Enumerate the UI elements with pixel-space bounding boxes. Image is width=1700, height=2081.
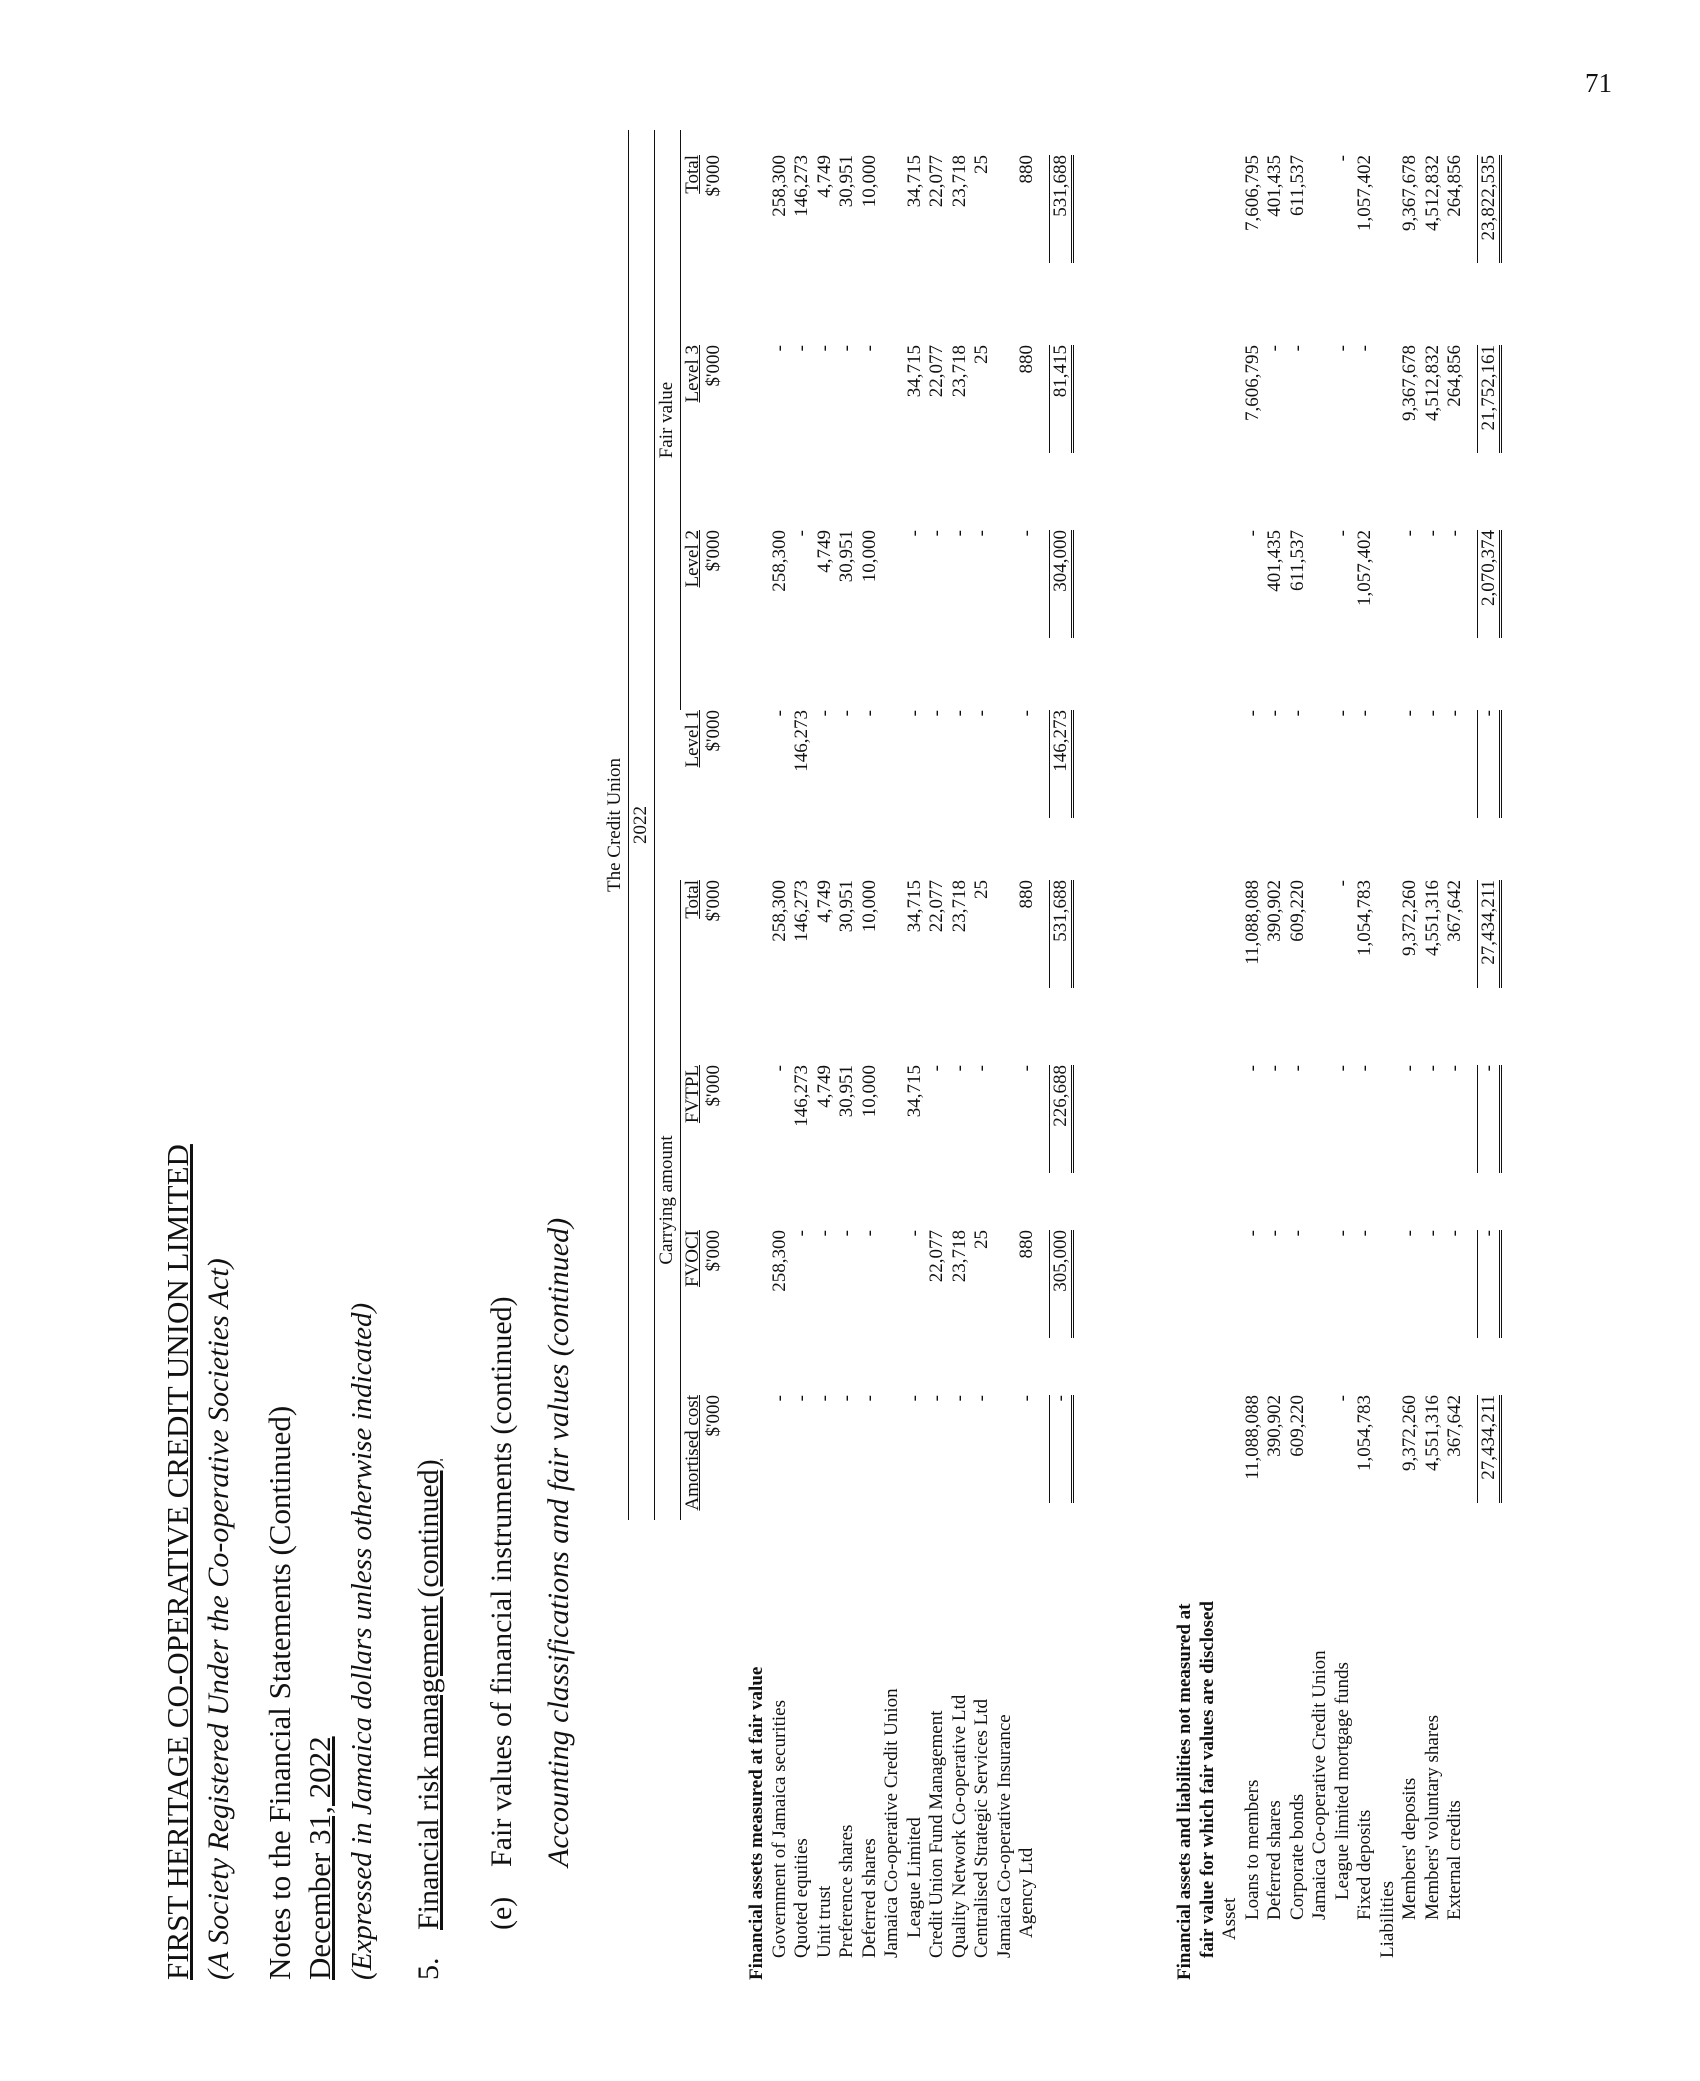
fair-value-rule (680, 130, 681, 710)
row-label: Fixed deposits (1354, 1809, 1375, 1920)
table-cell: - (971, 1065, 992, 1072)
table-cell: 4,749 (813, 530, 835, 573)
table-cell: 11,088,088 (1241, 1395, 1263, 1480)
column-header-unit: $'000 (703, 530, 724, 572)
table-cell: 30,951 (836, 880, 857, 933)
table-cell: 7,606,795 (1241, 155, 1263, 231)
table-year-heading: 2022 (630, 806, 651, 844)
row-label: Jamaica Co-operative Credit Union (881, 1688, 902, 1958)
table-cell: - (1016, 1065, 1037, 1072)
section-title: Financial risk management (continued) (412, 1459, 445, 1930)
table-cell: - (971, 1395, 992, 1402)
row-label: Deferred shares (1264, 1800, 1285, 1920)
row-label: Centralised Strategic Services Ltd (971, 1698, 992, 1958)
table-cell: - (791, 345, 812, 352)
organization-subtitle: (A Society Registered Under the Co-operative Societies Act) (202, 1258, 235, 1980)
row-label: Loans to members (1241, 1779, 1263, 1920)
table-cell: 258,300 (768, 1230, 790, 1292)
table-cell: - (903, 1395, 925, 1402)
row-label: Government of Jamaica securities (768, 1700, 790, 1958)
table-cell: - (926, 710, 947, 717)
column-header-name: Level 2 (682, 530, 703, 588)
column-header-unit: $'000 (703, 710, 724, 752)
fair-value-group: Fair value (656, 381, 677, 459)
table-cell: - (1421, 1230, 1443, 1237)
table-cell: 390,902 (1264, 880, 1285, 942)
notes-title: Notes to the Financial Statements (Continued) (262, 1405, 297, 1980)
table-cell: - (971, 710, 992, 717)
table-cell: 23,718 (948, 155, 970, 208)
table-cell: 9,372,260 (1399, 1395, 1420, 1471)
table-cell: - (1331, 1230, 1353, 1237)
table-cell: 264,856 (1444, 345, 1465, 407)
table-cell: - (1444, 710, 1465, 717)
total-cell: 81,415 (1049, 345, 1074, 453)
column-header-unit: $'000 (703, 1395, 724, 1437)
table-cell: - (948, 710, 970, 717)
carrying-amount-group: Carrying amount (656, 1135, 677, 1265)
table-cell: - (1331, 345, 1353, 352)
table-cell: - (836, 1230, 857, 1237)
table-cell: 4,749 (813, 155, 835, 198)
table-cell: 258,300 (768, 155, 790, 217)
table-cell: 880 (1016, 1230, 1037, 1259)
table-cell: - (1264, 345, 1285, 352)
row-label: Preference shares (836, 1824, 857, 1958)
table-entity-heading: The Credit Union (604, 757, 625, 893)
table-cell: 23,718 (948, 880, 970, 933)
table-cell: 4,551,316 (1421, 1395, 1443, 1471)
total-cell: 304,000 (1049, 530, 1074, 638)
row-label: Jamaica Co-operative Credit Union (1309, 1650, 1330, 1920)
table-cell: 264,856 (1444, 155, 1465, 217)
table-cell: - (1399, 710, 1420, 717)
table-cell: 1,054,783 (1354, 880, 1375, 956)
table-cell: 609,220 (1286, 880, 1308, 942)
table-cell: 611,537 (1286, 530, 1308, 592)
table-cell: - (858, 1230, 880, 1237)
table-cell: 34,715 (903, 1065, 925, 1118)
table-cell: - (1399, 1065, 1420, 1072)
table-cell: - (903, 530, 925, 537)
table-cell: 880 (1016, 155, 1037, 184)
table-cell: - (813, 1395, 835, 1402)
table-cell: - (926, 530, 947, 537)
table-cell: - (1421, 710, 1443, 717)
table-cell: 23,718 (948, 345, 970, 398)
column-header (682, 880, 724, 1000)
table-cell: - (1421, 530, 1443, 537)
total-cell: 2,070,374 (1477, 530, 1502, 638)
table-cell: - (926, 1395, 947, 1402)
row-label: External credits (1444, 1800, 1465, 1920)
table-cell: 390,902 (1264, 1395, 1285, 1457)
table-cell: - (1421, 1065, 1443, 1072)
table-cell: 258,300 (768, 530, 790, 592)
table-cell: 146,273 (791, 710, 812, 772)
table-cell: 880 (1016, 345, 1037, 374)
column-header-name: Amortised cost (682, 1395, 703, 1511)
row-label: Agency Ltd (1016, 1847, 1037, 1938)
row-label: Members' voluntary shares (1421, 1715, 1443, 1920)
organization-name: FIRST HERITAGE CO-OPERATIVE CREDIT UNION LIMITED (160, 1144, 195, 1980)
table-cell: 146,273 (791, 155, 812, 217)
table-cell: - (768, 1065, 790, 1072)
column-header-unit: $'000 (703, 1065, 724, 1107)
page-number: 71 (1585, 68, 1612, 98)
table-cell: - (1241, 1230, 1263, 1237)
table-cell: 146,273 (791, 880, 812, 942)
table-cell: - (926, 1065, 947, 1072)
row-label: Deferred shares (858, 1838, 880, 1958)
column-header-name: FVTPL (682, 1065, 703, 1124)
table-cell: 1,057,402 (1354, 155, 1375, 231)
table-cell: - (1399, 1230, 1420, 1237)
table-cell: 22,077 (926, 345, 947, 398)
table-cell: - (1286, 1065, 1308, 1072)
table-cell: 401,435 (1264, 530, 1285, 592)
table-cell: 30,951 (836, 1065, 857, 1118)
table-cell: - (1331, 1065, 1353, 1072)
row-label: Members' deposits (1399, 1777, 1420, 1920)
section-heading-disclosed-line2: fair value for which fair values are disclosed (1196, 1601, 1218, 1958)
row-label: League limited mortgage funds (1331, 1662, 1353, 1900)
table-cell: 34,715 (903, 345, 925, 398)
table-cell: 611,537 (1286, 155, 1308, 217)
column-header-name: Level 1 (682, 710, 703, 768)
table-cell: - (1354, 1230, 1375, 1237)
total-cell: - (1477, 1065, 1502, 1173)
row-label: Credit Union Fund Management (926, 1710, 947, 1958)
column-header (682, 345, 724, 475)
subsection-title: Fair values of financial instruments (continued) (485, 1296, 518, 1867)
table-cell: - (791, 530, 812, 537)
table-cell: - (1241, 530, 1263, 537)
total-cell: 226,688 (1049, 1065, 1074, 1173)
column-header (682, 155, 724, 285)
total-cell: 531,688 (1049, 155, 1074, 263)
table-cell: 1,054,783 (1354, 1395, 1375, 1471)
table-cell: 4,749 (813, 1065, 835, 1108)
section-heading-disclosed-line1: Financial assets and liabilities not measured at (1174, 1603, 1195, 1980)
table-cell: 22,077 (926, 880, 947, 933)
total-cell: 23,822,535 (1477, 155, 1502, 263)
table-cell: - (948, 1065, 970, 1072)
total-cell: 531,688 (1049, 880, 1074, 988)
column-header (682, 710, 724, 830)
table-cell: 34,715 (903, 880, 925, 933)
table-cell: - (1264, 1230, 1285, 1237)
table-cell: 146,273 (791, 1065, 812, 1127)
row-group-label: Asset (1219, 1897, 1240, 1940)
total-cell: - (1049, 1395, 1074, 1503)
statement-date: December 31, 2022 (302, 1736, 337, 1980)
table-cell: 367,642 (1444, 1395, 1465, 1457)
column-header (682, 1230, 724, 1350)
table-cell: 25 (971, 880, 992, 899)
table-cell: 25 (971, 345, 992, 364)
table-cell: - (1399, 530, 1420, 537)
table-cell: - (768, 710, 790, 717)
rotated-page-content (160, 120, 1540, 1980)
table-cell: - (1354, 710, 1375, 717)
subsection-number: (e) (485, 1896, 518, 1930)
table-cell: 1,057,402 (1354, 530, 1375, 606)
table-cell: - (791, 1395, 812, 1402)
table-cell: 7,606,795 (1241, 345, 1263, 421)
table-cell: 9,367,678 (1399, 155, 1420, 231)
table-cell: - (903, 1230, 925, 1237)
table-cell: 4,551,316 (1421, 880, 1443, 956)
table-cell: 34,715 (903, 155, 925, 208)
column-header-unit: $'000 (703, 880, 724, 922)
row-group-label: Liabilities (1376, 1880, 1398, 1958)
table-cell: - (1331, 155, 1353, 162)
table-cell: 30,951 (836, 530, 857, 583)
table-cell: - (1016, 530, 1037, 537)
table-cell: 23,718 (948, 1230, 970, 1283)
table-cell: 9,372,260 (1399, 880, 1420, 956)
column-header (682, 530, 724, 660)
table-cell: - (836, 710, 857, 717)
carrying-amount-rule (680, 880, 681, 1520)
table-cell: - (1016, 710, 1037, 717)
section-heading-measured: Financial assets measured at fair value (746, 1666, 767, 1980)
table-cell: 22,077 (926, 1230, 947, 1283)
column-header-name: Level 3 (682, 345, 703, 403)
total-cell: 27,434,211 (1477, 1395, 1502, 1503)
table-cell: - (768, 1395, 790, 1402)
column-header (682, 1395, 724, 1535)
row-label: Unit trust (813, 1885, 835, 1958)
total-cell: - (1477, 1230, 1502, 1338)
table-cell: - (1264, 710, 1285, 717)
table-cell: - (1331, 880, 1353, 887)
table-cell: - (791, 1230, 812, 1237)
table-cell: - (1354, 345, 1375, 352)
table-cell: - (858, 1395, 880, 1402)
row-label: Corporate bonds (1286, 1793, 1308, 1920)
table-cell: - (903, 710, 925, 717)
table-cell: 880 (1016, 880, 1037, 909)
year-heading-rule (654, 130, 655, 1520)
table-cell: 10,000 (858, 530, 880, 583)
total-cell: 21,752,161 (1477, 345, 1502, 453)
column-header-unit: $'000 (703, 345, 724, 387)
section-number: 5. (412, 1957, 445, 1980)
table-cell: 22,077 (926, 155, 947, 208)
row-label: League Limited (903, 1817, 925, 1938)
table-cell: - (858, 345, 880, 352)
table-cell: 11,088,088 (1241, 880, 1263, 965)
total-cell: 305,000 (1049, 1230, 1074, 1338)
table-cell: - (1286, 710, 1308, 717)
table-cell: - (1331, 710, 1353, 717)
column-header-name: FVOCI (682, 1230, 703, 1288)
column-header-name: Total (682, 155, 703, 194)
row-label: Quoted equities (791, 1838, 812, 1958)
table-cell: - (813, 1230, 835, 1237)
table-cell: - (1286, 1230, 1308, 1237)
table-cell: 609,220 (1286, 1395, 1308, 1457)
table-cell: - (1241, 710, 1263, 717)
entity-heading-rule (628, 130, 629, 1520)
row-label: Jamaica Co-operative Insurance (993, 1714, 1015, 1958)
table-cell: 30,951 (836, 155, 857, 208)
column-header-unit: $'000 (703, 155, 724, 197)
table-cell: - (1264, 1065, 1285, 1072)
table-cell: - (836, 345, 857, 352)
table-cell: - (813, 345, 835, 352)
table-cell: - (1331, 1395, 1353, 1402)
table-cell: 9,367,678 (1399, 345, 1420, 421)
table-caption: Accounting classifications and fair values (continued) (542, 1217, 575, 1867)
table-cell: 367,642 (1444, 880, 1465, 942)
total-cell: 27,434,211 (1477, 880, 1502, 988)
table-cell: 10,000 (858, 1065, 880, 1118)
column-header-unit: $'000 (703, 1230, 724, 1272)
table-cell: - (768, 345, 790, 352)
table-cell: 25 (971, 1230, 992, 1249)
table-cell: - (1331, 530, 1353, 537)
table-cell: - (948, 530, 970, 537)
table-cell: 4,749 (813, 880, 835, 923)
table-cell: 4,512,832 (1421, 345, 1443, 421)
table-cell: - (858, 710, 880, 717)
row-label: Quality Network Co-operative Ltd (948, 1694, 970, 1958)
table-cell: - (1444, 530, 1465, 537)
table-cell: 10,000 (858, 155, 880, 208)
table-cell: - (836, 1395, 857, 1402)
table-cell: 25 (971, 155, 992, 174)
total-cell: - (1477, 710, 1502, 818)
total-cell: 146,273 (1049, 710, 1074, 818)
table-cell: - (1241, 1065, 1263, 1072)
table-cell: - (1286, 345, 1308, 352)
table-cell: - (1444, 1230, 1465, 1237)
table-cell: - (948, 1395, 970, 1402)
table-cell: - (1354, 1065, 1375, 1072)
table-cell: - (1016, 1395, 1037, 1402)
currency-note: (Expressed in Jamaica dollars unless otherwise indicated) (346, 1302, 378, 1980)
table-cell: 4,512,832 (1421, 155, 1443, 231)
table-cell: - (971, 530, 992, 537)
table-cell: 401,435 (1264, 155, 1285, 217)
table-cell: 10,000 (858, 880, 880, 933)
table-cell: 258,300 (768, 880, 790, 942)
column-header-name: Total (682, 880, 703, 919)
table-cell: - (813, 710, 835, 717)
table-cell: - (1444, 1065, 1465, 1072)
column-header (682, 1065, 724, 1185)
